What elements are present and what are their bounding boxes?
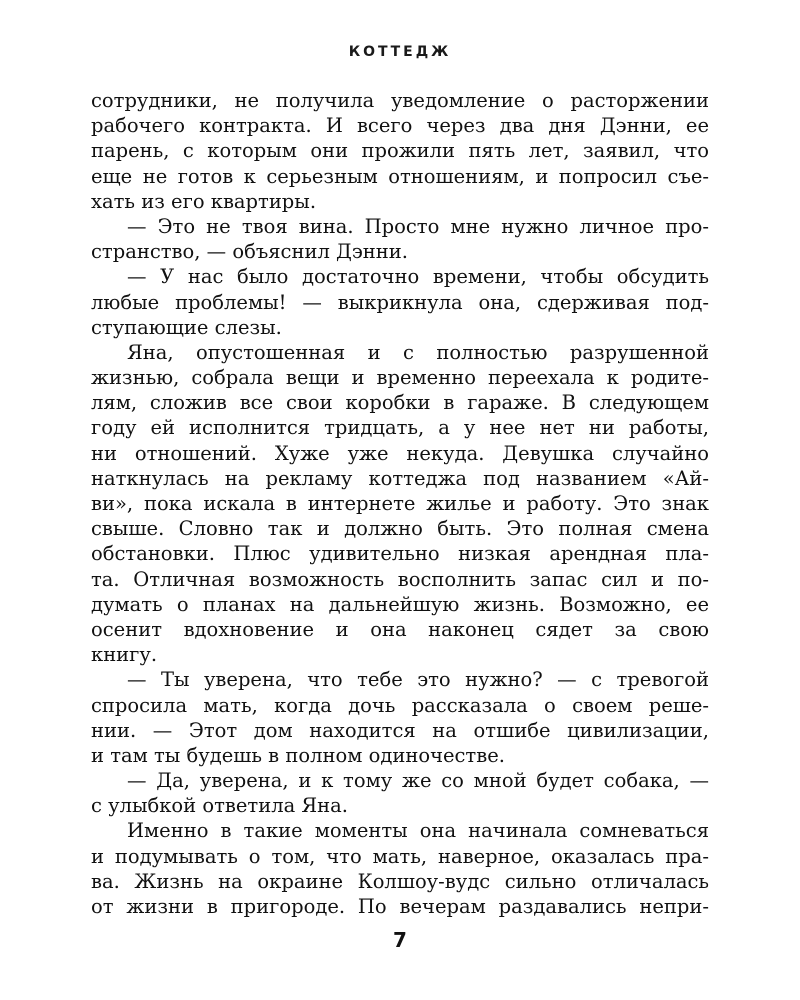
text-line: лям, сложив все свои коробки в гараже. В следующем xyxy=(91,391,709,415)
text-line: и там ты будешь в полном одиночестве. xyxy=(91,743,505,767)
text-line: свыше. Словно так и должно быть. Это полная смена xyxy=(91,517,709,541)
text-line: любые проблемы! — выкрикнула она, сдерживая под- xyxy=(91,290,709,314)
text-line: — Это не твоя вина. Просто мне нужно личное про- xyxy=(127,214,709,238)
text-line: — Да, уверена, и к тому же со мной будет собака, — xyxy=(127,769,709,793)
text-line: ва. Жизнь на окраине Колшоу-вудс сильно отличалась xyxy=(91,869,709,893)
body-text xyxy=(91,88,709,919)
text-line: с улыбкой ответила Яна. xyxy=(91,794,348,818)
text-line: от жизни в пригороде. По вечерам раздавались непри- xyxy=(91,895,709,918)
text-line: — У нас было достаточно времени, чтобы обсудить xyxy=(127,265,709,289)
text-line: осенит вдохновение и она наконец сядет за свою xyxy=(91,617,709,641)
text-line: и подумывать о том, что мать, наверное, оказалась пра- xyxy=(91,844,709,868)
text-line: ступающие слезы. xyxy=(91,315,282,339)
text-line: странство, — объяснил Дэнни. xyxy=(91,240,408,264)
text-line: обстановки. Плюс удивительно низкая арендная пла- xyxy=(91,542,709,566)
text-line: Именно в такие моменты она начинала сомневаться xyxy=(127,819,709,843)
text-line: та. Отличная возможность восполнить запас сил и по- xyxy=(91,567,709,591)
text-line: книгу. xyxy=(91,643,158,667)
text-line: ви», пока искала в интернете жилье и работу. Это знак xyxy=(91,492,709,515)
text-line: — Ты уверена, что тебе это нужно? — с тревогой xyxy=(127,668,709,692)
text-line: спросила мать, когда дочь рассказала о своем реше- xyxy=(91,693,709,717)
text-line: ни отношений. Хуже уже некуда. Девушка случайно xyxy=(91,441,709,465)
text-line: наткнулась на рекламу коттеджа под названием «Ай- xyxy=(91,466,709,490)
page-number: 7 xyxy=(393,928,407,952)
text-line: нии. — Этот дом находится на отшибе цивилизации, xyxy=(91,718,709,742)
text-line: хать из его квартиры. xyxy=(91,189,317,213)
text-line: еще не готов к серьезным отношениям, и попросил съе- xyxy=(91,164,709,188)
text-line: думать о планах на дальнейшую жизнь. Возможно, ее xyxy=(91,592,709,616)
text-line: жизнью, собрала вещи и временно переехала к родите- xyxy=(91,366,709,390)
text-line: году ей исполнится тридцать, а у нее нет ни работы, xyxy=(91,416,709,440)
running-header: КОТТЕДЖ xyxy=(348,44,452,60)
text-line: рабочего контракта. И всего через два дня Дэнни, ее xyxy=(91,114,709,138)
text-line: сотрудники, не получила уведомление о расторжении xyxy=(91,89,709,112)
text-line: Яна, опустошенная и с полностью разрушенной xyxy=(127,340,709,364)
text-line: парень, с которым они прожили пять лет, заявил, что xyxy=(91,139,709,163)
